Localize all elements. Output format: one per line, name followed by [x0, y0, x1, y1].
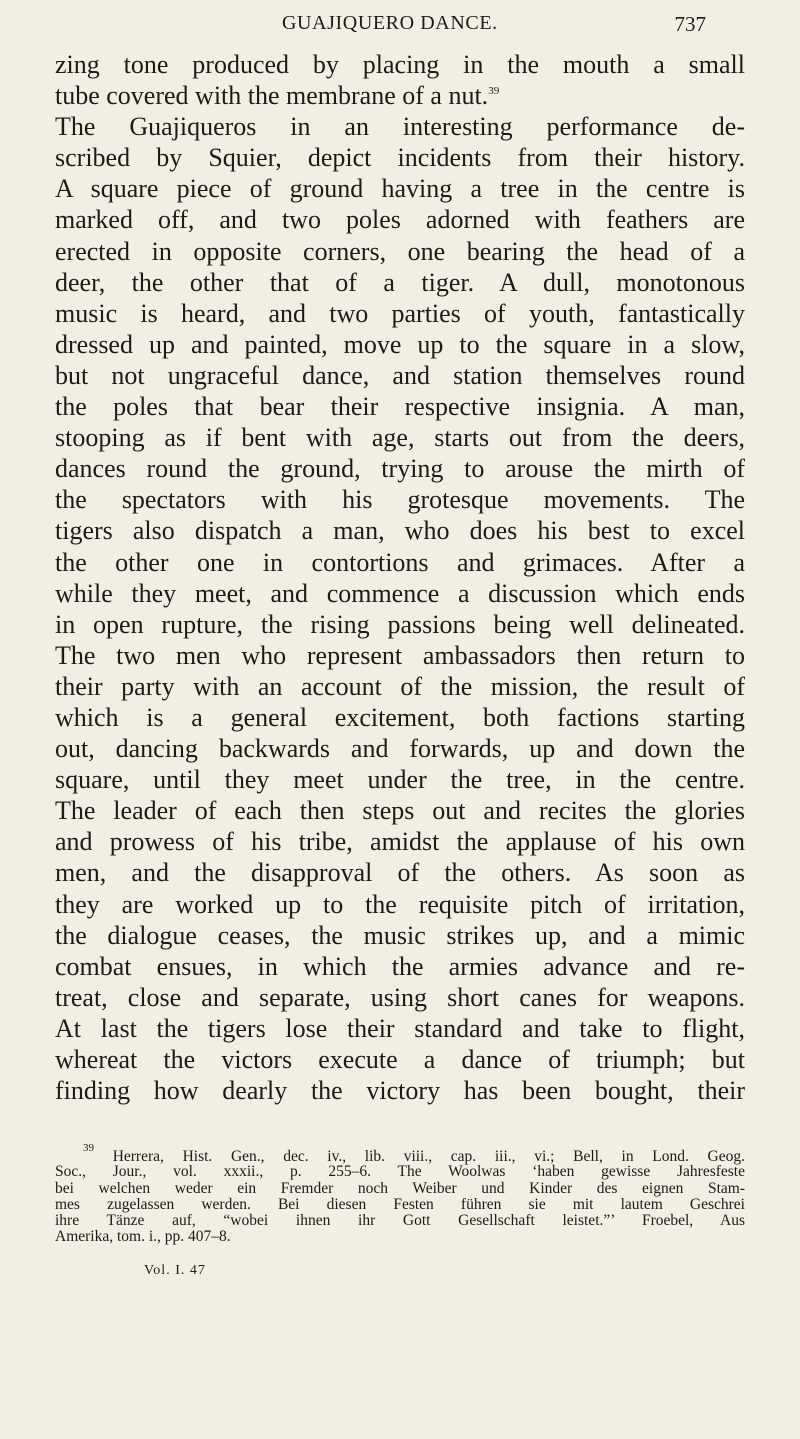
text-line: finding how dearly the victory has been bought, their	[55, 1076, 745, 1106]
text-line: the other one in contortions and grimaces. After a	[55, 547, 745, 577]
text-line: music is heard, and two parties of youth, fantastically	[55, 298, 745, 328]
text-line: the dialogue ceases, the music strikes up, and a mimic	[55, 920, 745, 950]
text-line: and prowess of his tribe, amidst the applause of his own	[55, 827, 745, 857]
footnote-line: bei welchen weder ein Fremder noch Weiber und Kinder des eignen Stam-	[55, 1179, 745, 1197]
signature-mark: Vol. I. 47	[144, 1263, 206, 1278]
page-number: 737	[674, 12, 706, 36]
text-line: The leader of each then steps out and recites the glories	[55, 796, 745, 826]
text-line: square, until they meet under the tree, in the centre.	[55, 765, 745, 795]
page-header	[0, 6, 800, 46]
text-line: tube covered with the membrane of a nut.$^{39}$	[55, 81, 500, 111]
text-line: zing tone produced by placing in the mouth a small	[55, 50, 745, 79]
text-line: treat, close and separate, using short canes for weapons.	[55, 982, 745, 1012]
text-line: but not ungraceful dance, and station themselves round	[55, 360, 745, 390]
running-title: GUAJIQUERO DANCE.	[282, 12, 498, 34]
text-line: whereat the victors execute a dance of triumph; but	[55, 1045, 745, 1074]
text-line: combat ensues, in which the armies advance and re-	[55, 951, 745, 981]
footnote-line: mes zugelassen werden. Bei diesen Festen führen sie mit lautem Geschrei	[55, 1195, 745, 1213]
text-line: A square piece of ground having a tree in the centre is	[55, 174, 745, 204]
text-line: deer, the other that of a tiger. A dull, monotonous	[55, 267, 745, 297]
footnote-number: 39	[83, 1142, 94, 1154]
text-line: dances round the ground, trying to arouse the mirth of	[55, 454, 745, 484]
text-line: men, and the disapproval of the others. As soon as	[55, 858, 745, 888]
footnote-line: ihre Tänze auf, “wobei ihnen ihr Gott Gesellschaft leistet.”’ Froebel, Aus	[55, 1212, 745, 1230]
text-line: the poles that bear their respective insignia. A man,	[55, 392, 745, 422]
text-line: The Guajiqueros in an interesting performance de-	[55, 112, 745, 142]
text-line: the spectators with his grotesque movements. The	[55, 485, 745, 515]
footnotes	[55, 1142, 745, 1246]
footnote-line: Amerika, tom. i., pp. 407–8.	[55, 1228, 231, 1246]
text-line: which is a general excitement, both factions starting	[55, 702, 745, 732]
text-line: their party with an account of the mission, the result of	[55, 671, 745, 701]
footnote-line: Soc., Jour., vol. xxxii., p. 255–6. The Woolwas ‘haben gewisse Jahresfeste	[55, 1163, 745, 1181]
text-line: erected in opposite corners, one bearing the head of a	[55, 236, 745, 266]
text-line: stooping as if bent with age, starts out from the deers,	[55, 423, 745, 453]
text-line: tigers also dispatch a man, who does his best to excel	[55, 516, 745, 546]
body-text	[55, 49, 745, 1106]
text-line: At last the tigers lose their standard and take to flight,	[55, 1013, 745, 1043]
text-line: dressed up and painted, move up to the square in a slow,	[55, 329, 745, 359]
text-line: while they meet, and commence a discussion which ends	[55, 578, 745, 608]
footnote-reference: 39	[488, 85, 500, 98]
footnote-line: $^{39}$ Herrera, Hist. Gen., dec. iv., lib. viii., cap. iii., vi.; Bell, in Lond. Geog.	[83, 1142, 745, 1165]
text-line: they are worked up to the requisite pitch of irritation,	[55, 889, 745, 919]
text-line: in open rupture, the rising passions being well delineated.	[55, 609, 745, 639]
text-line: marked off, and two poles adorned with feathers are	[55, 205, 745, 235]
text-line: scribed by Squier, depict incidents from their history.	[55, 143, 745, 173]
text-line: The two men who represent ambassadors then return to	[55, 640, 745, 670]
text-line: out, dancing backwards and forwards, up and down the	[55, 734, 745, 764]
